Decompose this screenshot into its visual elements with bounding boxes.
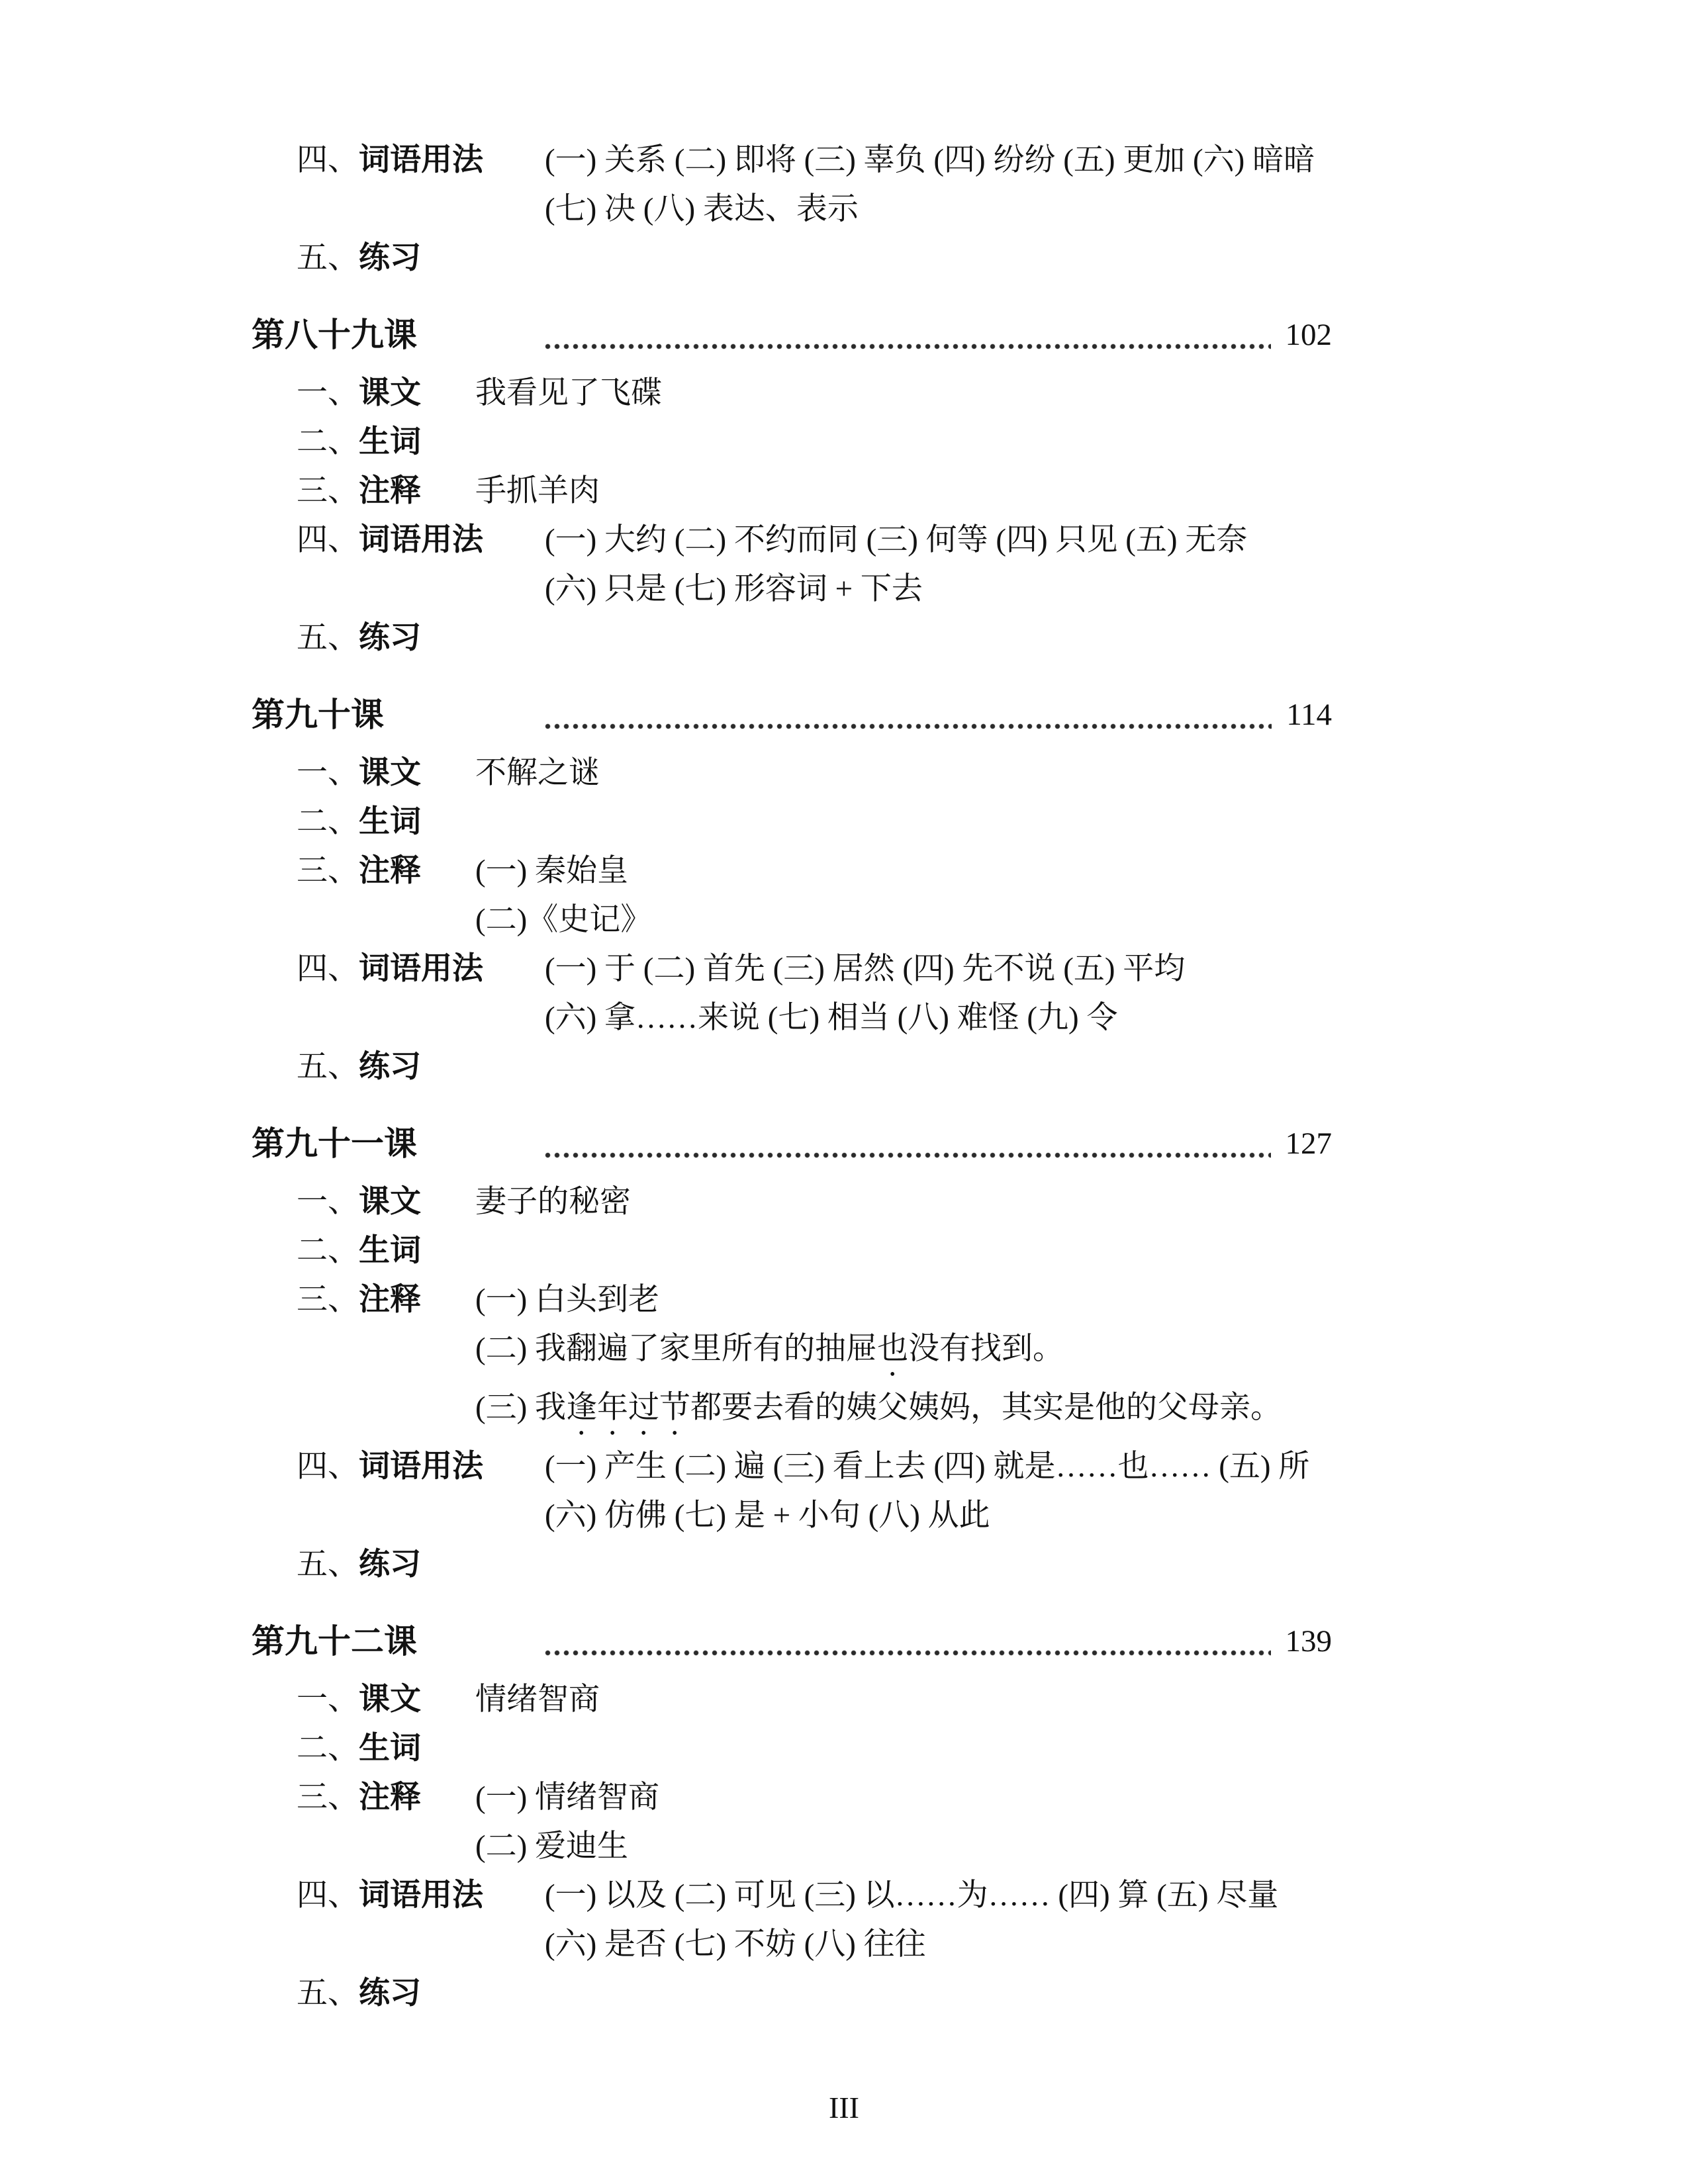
toc-section-lesson-89 (252, 310, 1370, 662)
item-number: 三、 (297, 854, 359, 888)
dotted-leader (545, 343, 1271, 349)
item-name: 生词 (359, 805, 421, 839)
item-number: 三、 (297, 1780, 359, 1815)
item-number: 一、 (297, 1682, 359, 1717)
item-name: 练习 (359, 621, 421, 655)
item-label (297, 1871, 545, 1920)
note-line (475, 1383, 1370, 1442)
item-row (297, 1442, 1370, 1540)
dotted-leader (545, 723, 1272, 729)
content-line: (一) 情绪智商 (475, 1780, 660, 1815)
item-number: 四、 (297, 1449, 359, 1484)
item-content (545, 516, 1370, 614)
item-name: 课文 (359, 756, 421, 790)
content-line: (一) 秦始皇 (475, 854, 629, 888)
toc-row (252, 310, 1370, 359)
toc-page-number: 139 (1285, 1624, 1332, 1659)
item-label (297, 369, 475, 418)
item-label (297, 136, 545, 185)
item-name: 注释 (359, 1780, 421, 1815)
item-content (545, 944, 1370, 1042)
note-line (475, 1324, 1370, 1383)
item-row (297, 1871, 1370, 1969)
item-content (475, 467, 1370, 516)
content-line: (六) 拿……来说 (七) 相当 (八) 难怪 (九) 令 (545, 1001, 1118, 1035)
content-line: (六) 是否 (七) 不妨 (八) 往往 (545, 1927, 926, 1962)
item-content (475, 1675, 1370, 1724)
item-label (297, 1177, 475, 1226)
content-line: (七) 决 (八) 表达、表示 (545, 192, 859, 226)
content-line: (一) 大约 (二) 不约而同 (三) 何等 (四) 只见 (五) 无奈 (545, 523, 1248, 557)
toc-row (252, 1617, 1370, 1666)
emphasized-text: 逢年过节 (566, 1390, 691, 1425)
item-number: 五、 (297, 1976, 359, 2011)
content-line: 情绪智商 (475, 1682, 600, 1717)
content-line: (一) 以及 (二) 可见 (三) 以……为…… (四) 算 (五) 尽量 (545, 1878, 1279, 1913)
toc-section-lesson-92 (252, 1617, 1370, 2018)
item-number: 二、 (297, 425, 359, 459)
dotted-leader (545, 1152, 1271, 1158)
content-line: 手抓羊肉 (475, 474, 600, 508)
content-line: (六) 只是 (七) 形容词 + 下去 (545, 572, 923, 606)
page-footer (0, 2091, 1688, 2124)
content-line: (一) 于 (二) 首先 (三) 居然 (四) 先不说 (五) 平均 (545, 952, 1186, 986)
item-row (297, 614, 1370, 662)
item-row (297, 1675, 1370, 1724)
toc-row (252, 1119, 1370, 1168)
item-row (297, 467, 1370, 516)
item-row (297, 418, 1370, 467)
item-label (297, 1042, 475, 1091)
item-name: 练习 (359, 1050, 421, 1084)
item-name: 词语用法 (359, 523, 483, 557)
toc-page-number: 114 (1286, 698, 1332, 732)
content-line: (一) 白头到老 (475, 1283, 660, 1317)
item-row (297, 944, 1370, 1042)
item-row (297, 1540, 1370, 1589)
note-text: 都要去看的姨父姨妈，其实是他的父母亲。 (690, 1390, 1282, 1425)
item-content (475, 369, 1370, 418)
note-text: (三) 我 (475, 1390, 567, 1425)
item-name: 课文 (359, 1185, 421, 1219)
item-content (545, 136, 1370, 234)
item-row (297, 234, 1370, 283)
item-name: 注释 (359, 474, 421, 508)
item-name: 生词 (359, 1731, 421, 1766)
content-line: 不解之谜 (475, 756, 600, 790)
item-number: 四、 (297, 143, 359, 177)
item-row (297, 846, 1370, 944)
item-number: 二、 (297, 1731, 359, 1766)
item-label (297, 234, 475, 283)
item-name: 生词 (359, 1234, 421, 1268)
item-content (475, 1177, 1370, 1226)
item-content (475, 846, 1370, 944)
note-text: (二) 我翻遍了家里所有的抽屉 (475, 1332, 878, 1366)
item-row (297, 749, 1370, 797)
item-label (297, 797, 475, 846)
item-content (475, 1275, 1370, 1442)
item-label (297, 1675, 475, 1724)
item-row (297, 1226, 1370, 1275)
item-number: 二、 (297, 1234, 359, 1268)
toc-section-lesson-91 (252, 1119, 1370, 1589)
toc-row (252, 690, 1370, 739)
item-number: 四、 (297, 523, 359, 557)
item-row (297, 797, 1370, 846)
item-label (297, 1773, 475, 1822)
item-number: 一、 (297, 376, 359, 410)
content-line: (二) 爱迪生 (475, 1829, 629, 1864)
content-line: (二)《史记》 (475, 903, 652, 937)
lesson-title: 第九十一课 (252, 1125, 417, 1162)
dotted-leader (545, 1650, 1271, 1656)
content-line: 我看见了飞碟 (475, 376, 662, 410)
lesson-title: 第九十二课 (252, 1623, 417, 1660)
lesson-title: 第九十课 (252, 696, 384, 733)
item-name: 注释 (359, 854, 421, 888)
footer-page-number: III (829, 2091, 859, 2124)
item-label (297, 1275, 475, 1324)
item-label (297, 749, 475, 797)
item-row (297, 1275, 1370, 1442)
content-line: 妻子的秘密 (475, 1185, 631, 1219)
item-label (297, 614, 475, 662)
item-label (297, 1442, 545, 1491)
item-name: 练习 (359, 241, 421, 275)
note-text: 没有找到。 (908, 1332, 1064, 1366)
item-number: 三、 (297, 474, 359, 508)
item-number: 四、 (297, 952, 359, 986)
item-number: 五、 (297, 1050, 359, 1084)
item-content (545, 1442, 1370, 1540)
item-row (297, 1177, 1370, 1226)
item-label (297, 1226, 475, 1275)
item-label (297, 944, 545, 993)
item-number: 五、 (297, 1547, 359, 1582)
item-number: 四、 (297, 1878, 359, 1913)
item-label (297, 1724, 475, 1773)
item-name: 练习 (359, 1547, 421, 1582)
content-line: (一) 关系 (二) 即将 (三) 辜负 (四) 纷纷 (五) 更加 (六) 暗暗 (545, 143, 1315, 177)
item-content (475, 749, 1370, 797)
toc-section-previous-lesson-continued (252, 136, 1370, 283)
item-number: 一、 (297, 1185, 359, 1219)
toc-section-lesson-90 (252, 690, 1370, 1091)
item-label (297, 1540, 475, 1589)
item-name: 词语用法 (359, 1449, 483, 1484)
item-row (297, 1042, 1370, 1091)
item-row (297, 1773, 1370, 1871)
item-content (545, 1871, 1370, 1969)
item-row (297, 516, 1370, 614)
toc-page-number: 127 (1285, 1126, 1332, 1161)
item-label (297, 418, 475, 467)
item-label (297, 1969, 475, 2018)
item-number: 三、 (297, 1283, 359, 1317)
item-name: 课文 (359, 376, 421, 410)
item-row (297, 369, 1370, 418)
item-name: 课文 (359, 1682, 421, 1717)
item-name: 注释 (359, 1283, 421, 1317)
item-row (297, 136, 1370, 234)
item-name: 词语用法 (359, 952, 483, 986)
toc-page-number: 102 (1285, 318, 1332, 352)
content-line: (六) 仿佛 (七) 是 + 小句 (八) 从此 (545, 1498, 990, 1533)
item-number: 五、 (297, 621, 359, 655)
item-name: 词语用法 (359, 143, 483, 177)
item-name: 词语用法 (359, 1878, 483, 1913)
item-number: 五、 (297, 241, 359, 275)
item-content (475, 1773, 1370, 1871)
item-label (297, 846, 475, 895)
emphasized-text: 也 (877, 1332, 909, 1366)
item-number: 二、 (297, 805, 359, 839)
content-line: (一) 产生 (二) 遍 (三) 看上去 (四) 就是……也…… (五) 所 (545, 1449, 1310, 1484)
item-name: 生词 (359, 425, 421, 459)
item-number: 一、 (297, 756, 359, 790)
lesson-title: 第八十九课 (252, 316, 417, 353)
item-label (297, 516, 545, 565)
item-label (297, 467, 475, 516)
item-row (297, 1724, 1370, 1773)
item-name: 练习 (359, 1976, 421, 2011)
item-row (297, 1969, 1370, 2018)
